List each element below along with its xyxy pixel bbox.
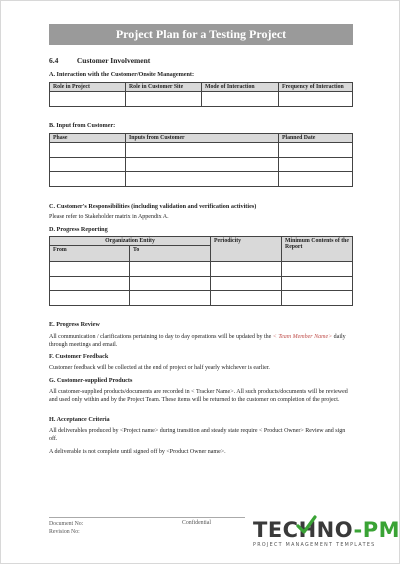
table-cell[interactable]	[50, 143, 126, 158]
progress-review-text-part: daily through meetings and email.	[49, 334, 346, 349]
table-cell[interactable]	[282, 276, 353, 291]
table-cell[interactable]	[279, 143, 353, 158]
input-table	[49, 133, 353, 187]
acceptance-text-2: A deliverable is not complete until signed off by <Product Owner name>.	[49, 449, 226, 455]
table-cell[interactable]	[130, 276, 211, 291]
confidential-label: Confidential	[182, 520, 211, 526]
col-from: From	[50, 246, 130, 262]
table-cell[interactable]	[126, 143, 279, 158]
logo-text-pm: PM	[362, 518, 400, 542]
table-cell[interactable]	[130, 262, 211, 277]
table-row	[50, 157, 353, 172]
section-number: 6.4	[49, 56, 59, 65]
customer-supplied-text: All customer-supplied products/documents are recorded in < Tracker Name>. All such products/documents will be reviewed and used only within and by the Project Team. These items will be returned to the customer on completion of the project.	[49, 389, 348, 404]
heading-a: A. Interaction with the Customer/Onsite Management:	[49, 71, 195, 78]
table-cell[interactable]	[126, 157, 279, 172]
table-cell[interactable]	[50, 172, 126, 187]
col-planned-date: Planned Date	[279, 134, 353, 143]
logo-tagline: PROJECT MANAGEMENT TEMPLATES	[253, 543, 376, 548]
progress-review-text	[49, 333, 355, 349]
heading-c: C. Customer's Responsibilities (including validation and verification activities)	[49, 203, 257, 210]
customer-feedback-text: Customer feedback will be collected at the end of project or half yearly whichever is earlier.	[49, 365, 270, 371]
checkmark-icon	[295, 514, 317, 536]
table-row	[50, 172, 353, 187]
heading-d: D. Progress Reporting	[49, 226, 108, 233]
table-row	[50, 92, 353, 107]
section-heading	[49, 56, 150, 65]
table-cell[interactable]	[279, 92, 353, 107]
col-mode-of-interaction: Mode of Interaction	[202, 83, 279, 92]
section-title: Customer Involvement	[76, 56, 151, 65]
col-periodicity: Periodicity	[211, 237, 282, 262]
techno-pm-logo	[253, 518, 400, 558]
revision-number-label: Revision No:	[49, 529, 80, 535]
col-minimum-contents: Minimum Contents of the Report	[282, 237, 353, 262]
heading-e: E. Progress Review	[49, 321, 100, 328]
table-cell[interactable]	[126, 92, 202, 107]
logo-text-tech: TECH	[253, 518, 317, 542]
table-cell[interactable]	[50, 291, 130, 306]
table-cell[interactable]	[211, 276, 282, 291]
table-row	[50, 143, 353, 158]
progress-review-text-part: All communication / clarifications pertaining to day to day operations will be updated by the	[49, 334, 273, 340]
col-organization-entity: Organization Entity	[50, 237, 211, 246]
table-row	[50, 291, 353, 306]
table-cell[interactable]	[279, 172, 353, 187]
table-cell[interactable]	[50, 92, 126, 107]
table-row	[50, 276, 353, 291]
footer-divider	[49, 517, 245, 518]
col-role-in-project: Role in Project	[50, 83, 126, 92]
heading-h: H. Acceptance Criteria	[49, 416, 110, 423]
table-cell[interactable]	[282, 291, 353, 306]
table-header-row	[50, 237, 353, 246]
heading-g: G. Customer-supplied Products	[49, 377, 133, 384]
footer-doc-info	[49, 520, 83, 536]
col-role-in-customer-site: Role in Customer Site	[126, 83, 202, 92]
table-cell[interactable]	[130, 291, 211, 306]
table-cell[interactable]	[279, 157, 353, 172]
table-cell[interactable]	[211, 262, 282, 277]
col-phase: Phase	[50, 134, 126, 143]
table-cell[interactable]	[126, 172, 279, 187]
interaction-table	[49, 82, 353, 107]
team-member-placeholder: < Team Member Name>	[272, 334, 333, 340]
table-cell[interactable]	[50, 157, 126, 172]
acceptance-text-1: All deliverables produced by <Project name> during transition and steady state require < Product Owner> Review and sign off.	[49, 428, 346, 443]
page-title: Project Plan for a Testing Project	[49, 24, 353, 45]
table-header-row	[50, 134, 353, 143]
table-row	[50, 262, 353, 277]
table-cell[interactable]	[50, 276, 130, 291]
col-frequency: Frequency of Interaction	[279, 83, 353, 92]
table-cell[interactable]	[202, 92, 279, 107]
heading-b: B. Input from Customer:	[49, 122, 116, 129]
col-inputs: Inputs from Customer	[126, 134, 279, 143]
col-to: To	[130, 246, 211, 262]
table-header-row	[50, 83, 353, 92]
heading-f: F. Customer Feedback	[49, 353, 109, 360]
logo-text-no: NO	[316, 518, 354, 542]
progress-reporting-table	[49, 236, 353, 306]
table-cell[interactable]	[282, 262, 353, 277]
table-cell[interactable]	[211, 291, 282, 306]
responsibilities-text: Please refer to Stakeholder matrix in Appendix A.	[49, 214, 169, 220]
logo-dash: -	[353, 518, 363, 542]
table-cell[interactable]	[50, 262, 130, 277]
logo-wordmark	[253, 518, 400, 542]
document-number-label: Document No:	[49, 521, 84, 527]
